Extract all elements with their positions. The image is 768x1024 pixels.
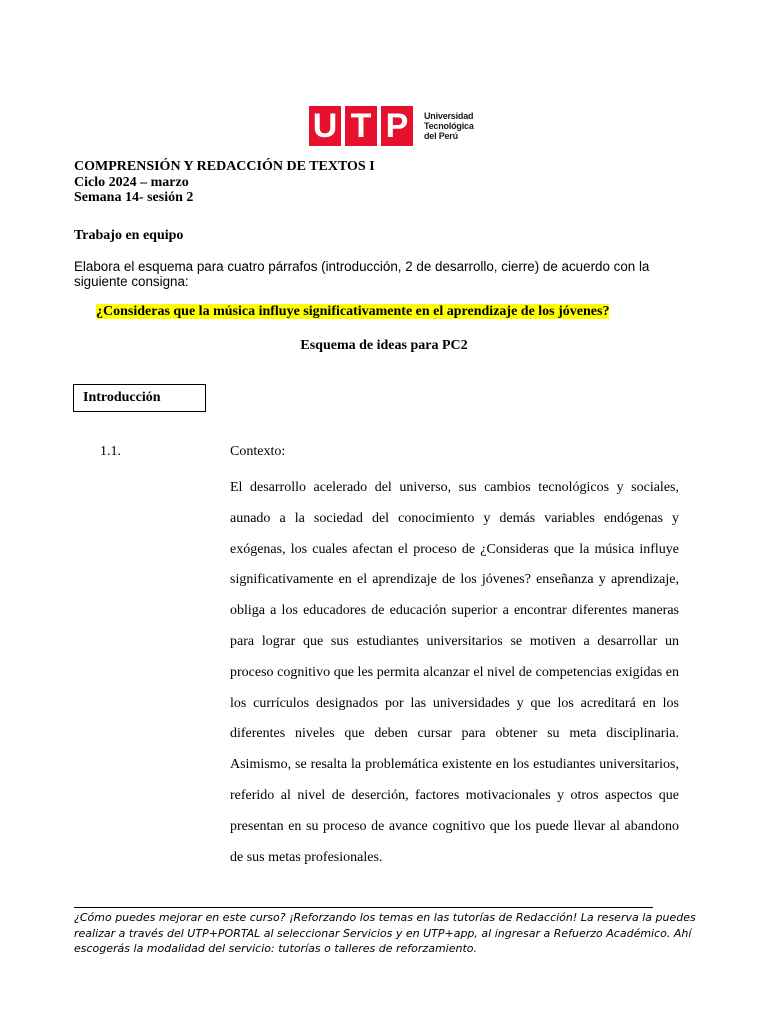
logo-text-line: Universidad — [424, 111, 474, 121]
logo-letter-p: P — [381, 106, 413, 146]
logo-text-line: Tecnológica — [424, 121, 474, 131]
context-label: Contexto: — [230, 444, 286, 459]
highlighted-question: ¿Consideras que la música influye significativamente en el aprendizaje de los jóvenes? — [96, 304, 610, 319]
logo-text-line: del Perú — [424, 131, 458, 141]
week-line: Semana 14- sesión 2 — [74, 190, 194, 205]
team-work-heading: Trabajo en equipo — [74, 228, 184, 243]
course-title: COMPRENSIÓN Y REDACCIÓN DE TEXTOS I — [74, 159, 375, 174]
footnote-separator — [74, 907, 653, 908]
logo-letter-t: T — [345, 106, 377, 146]
introduction-label: Introducción — [83, 390, 161, 405]
cycle-line: Ciclo 2024 – marzo — [74, 174, 189, 190]
document-header — [74, 159, 375, 206]
item-number: 1.1. — [100, 444, 121, 459]
instruction-text: Elabora el esquema para cuatro párrafos (introducción, 2 de desarrollo, cierre) de acuerdo con la siguiente consigna: — [74, 259, 650, 289]
footnote — [74, 910, 696, 957]
footnote-line: escogerás la modalidad del servicio: tutorías o talleres de reforzamiento. — [74, 942, 477, 955]
schema-title: Esquema de ideas para PC2 — [300, 338, 468, 353]
footnote-line: ¿Cómo puedes mejorar en este curso? ¡Reforzando los temas en las tutorías de Redacción! La reserva la puedes — [74, 911, 696, 924]
utp-logo — [309, 106, 473, 146]
footnote-line: realizar a través del UTP+PORTAL al seleccionar Servicios y en UTP+app, al ingresar a Refuerzo Académico. Ahí — [74, 926, 692, 940]
logo-university-name — [424, 111, 474, 141]
introduction-box — [73, 384, 206, 412]
context-paragraph: El desarrollo acelerado del universo, sus cambios tecnológicos y sociales, aunado a la sociedad del conocimiento y demás variables endógenas y exógenas, los cuales afectan el proceso de ¿Consideras que la música influye significativamente en el aprendizaje de los jóvenes? enseñanza y aprendizaje, obliga a los educadores de educación superior a encontrar diferentes maneras para lograr que sus estudiantes universitarios se motiven a desarrollar un proceso cognitivo que les permita alcanzar el nivel de competencias exigidas en los currículos designados por las universidades y que los acreditará en los diferentes niveles que deben cursar para obtener su meta disciplinaria. Asimismo, se resalta la problemática existente en los estudiantes universitarios, referido al nivel de deserción, factores motivacionales y otros aspectos que presentan en su proceso de avance cognitivo que los puede llevar al abandono de sus metas profesionales. — [230, 480, 679, 865]
prompt-question — [96, 304, 609, 320]
logo-letter-u: U — [309, 106, 341, 146]
